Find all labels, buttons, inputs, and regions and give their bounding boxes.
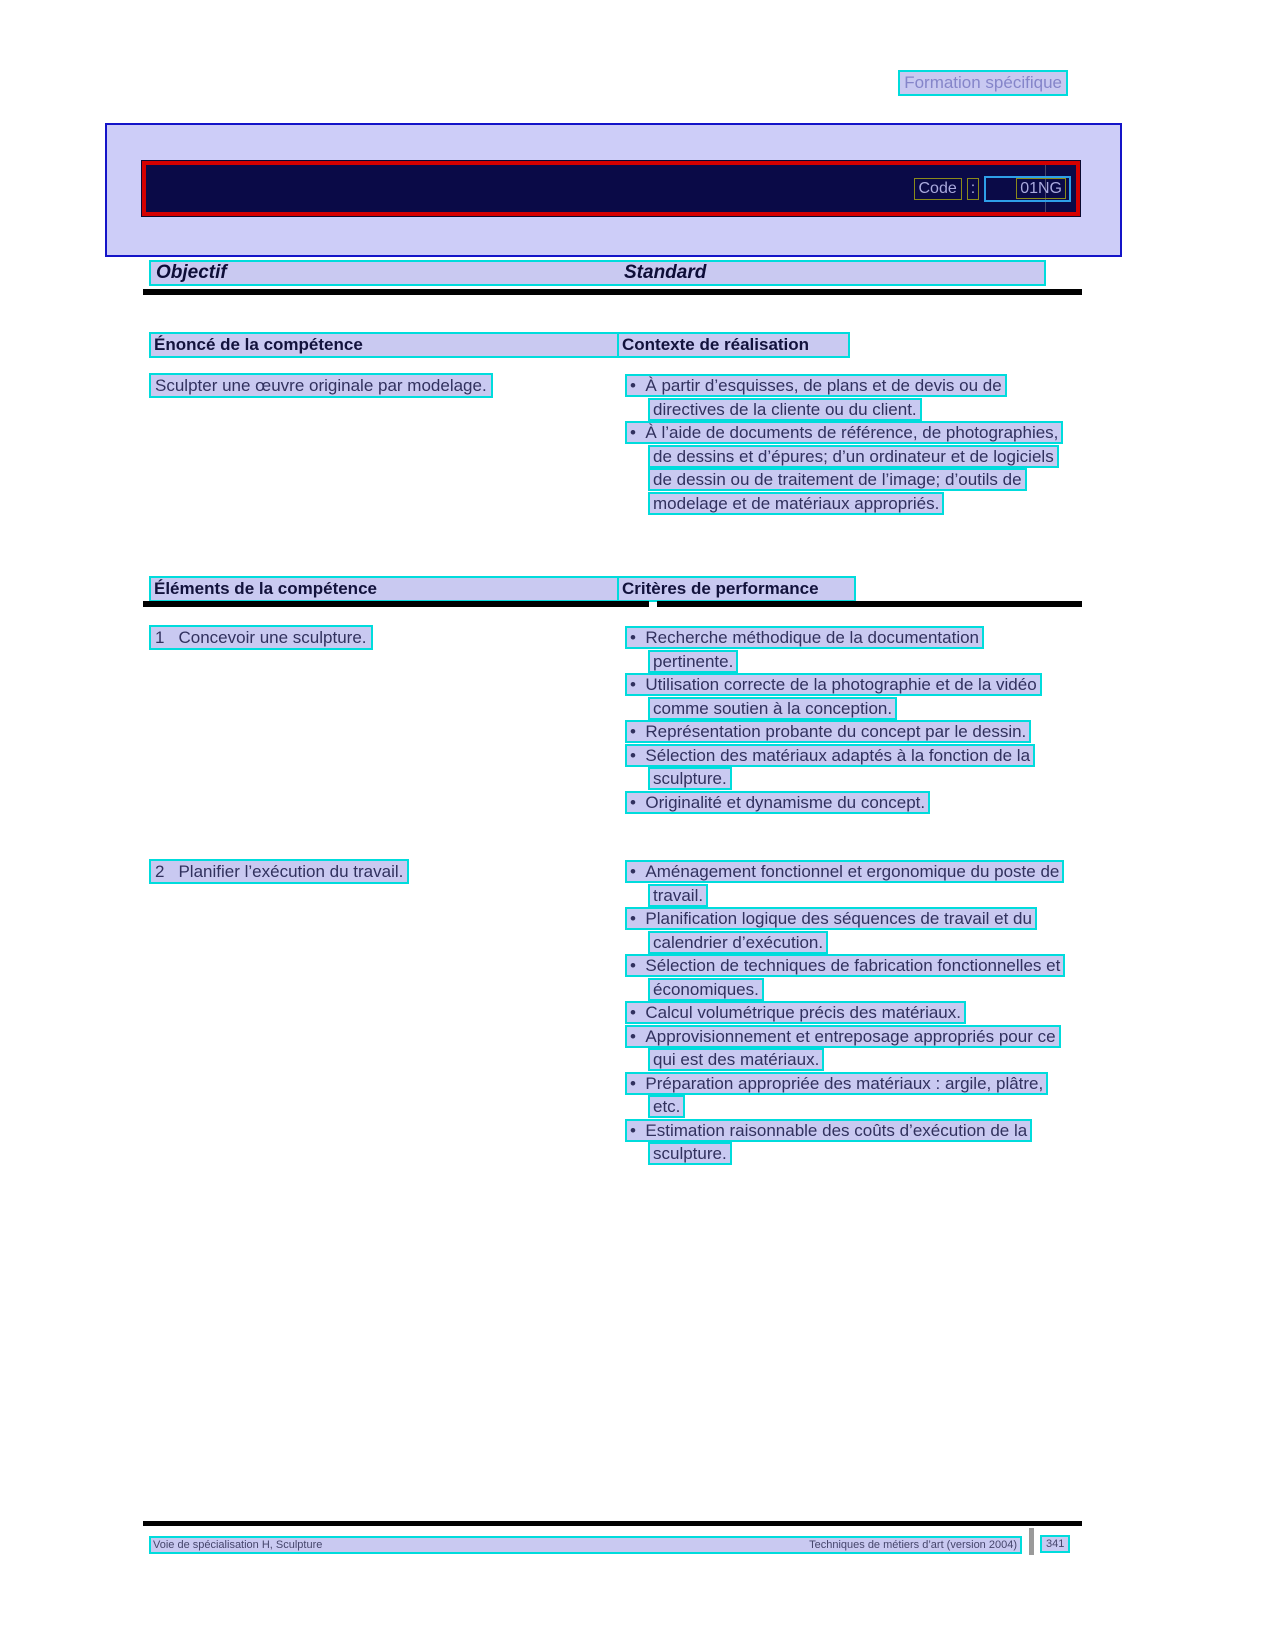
criteres-header: Critères de performance [617,576,856,602]
page-number: 341 [1040,1535,1070,1553]
code-value: 01NG [1016,178,1066,199]
bullet-item: • Recherche méthodique de la documentation pertinente. [625,626,1069,673]
bullet-item: • À l’aide de documents de référence, de photographies, de dessins et d’épures; d’un ordinateur et de logiciels de dessin ou de traitement de l’image; d’outils de modelage et de matériaux appropriés. [625,421,1069,515]
code-value-frame [984,176,1071,202]
element-2-cell [149,860,629,884]
standard-heading: Standard [624,262,707,283]
footer-right-text: Techniques de métiers d’art (version 2004) [809,1539,1017,1551]
competence-statement-cell [149,374,629,398]
code-colon: : [967,178,979,200]
element-1-label [149,625,373,650]
code-label: Code [914,178,962,200]
running-header: Formation spécifique [898,70,1068,96]
enonce-header: Énoncé de la compétence [149,332,621,358]
criteres-1-bullet-list [625,626,1069,814]
bullet-item: • Préparation appropriée des matériaux : argile, plâtre, etc. [625,1072,1072,1119]
element-number: 1 [155,628,165,647]
title-panel [142,161,1080,216]
footer-left-text: Voie de spécialisation H, Sculpture [153,1539,323,1551]
bullet-item: • Estimation raisonnable des coûts d’exécution de la sculpture. [625,1119,1072,1166]
bullet-item: • Aménagement fonctionnel et ergonomique du poste de travail. [625,860,1072,907]
element-text: Planifier l’exécution du travail. [178,862,404,881]
footer-separator [1029,1528,1034,1555]
bullet-item: • À partir d’esquisses, de plans et de devis ou de directives de la cliente ou du client. [625,374,1069,421]
objectif-standard-band [149,260,1046,286]
bullet-item: • Originalité et dynamisme du concept. [625,791,1069,815]
bullet-item: • Planification logique des séquences de travail et du calendrier d’exécution. [625,907,1072,954]
bullet-item: • Approvisionnement et entreposage appropriés pour ce qui est des matériaux. [625,1025,1072,1072]
horizontal-rule [657,601,1082,607]
bullet-item: • Représentation probante du concept par le dessin. [625,720,1069,744]
element-1-cell [149,626,629,650]
contexte-header: Contexte de réalisation [617,332,850,358]
elements-header: Éléments de la compétence [149,576,621,602]
criteres-2-bullet-list [625,860,1072,1166]
contexte-bullet-list [625,374,1069,515]
competence-statement: Sculpter une œuvre originale par modelage. [149,373,493,398]
footer-bar [149,1536,1022,1554]
element-number: 2 [155,862,165,881]
horizontal-rule [143,601,649,607]
bullet-item: • Calcul volumétrique précis des matériaux. [625,1001,1072,1025]
code-row [914,176,1072,202]
element-2-label [149,859,409,884]
element-text: Concevoir une sculpture. [178,628,367,647]
objectif-heading: Objectif [156,262,227,283]
bullet-item: • Sélection des matériaux adaptés à la fonction de la sculpture. [625,744,1069,791]
bullet-item: • Sélection de techniques de fabrication fonctionnelles et économiques. [625,954,1072,1001]
bullet-item: • Utilisation correcte de la photographie et de la vidéo comme soutien à la conception. [625,673,1069,720]
footer-rule [143,1521,1082,1526]
horizontal-rule [143,289,1082,295]
